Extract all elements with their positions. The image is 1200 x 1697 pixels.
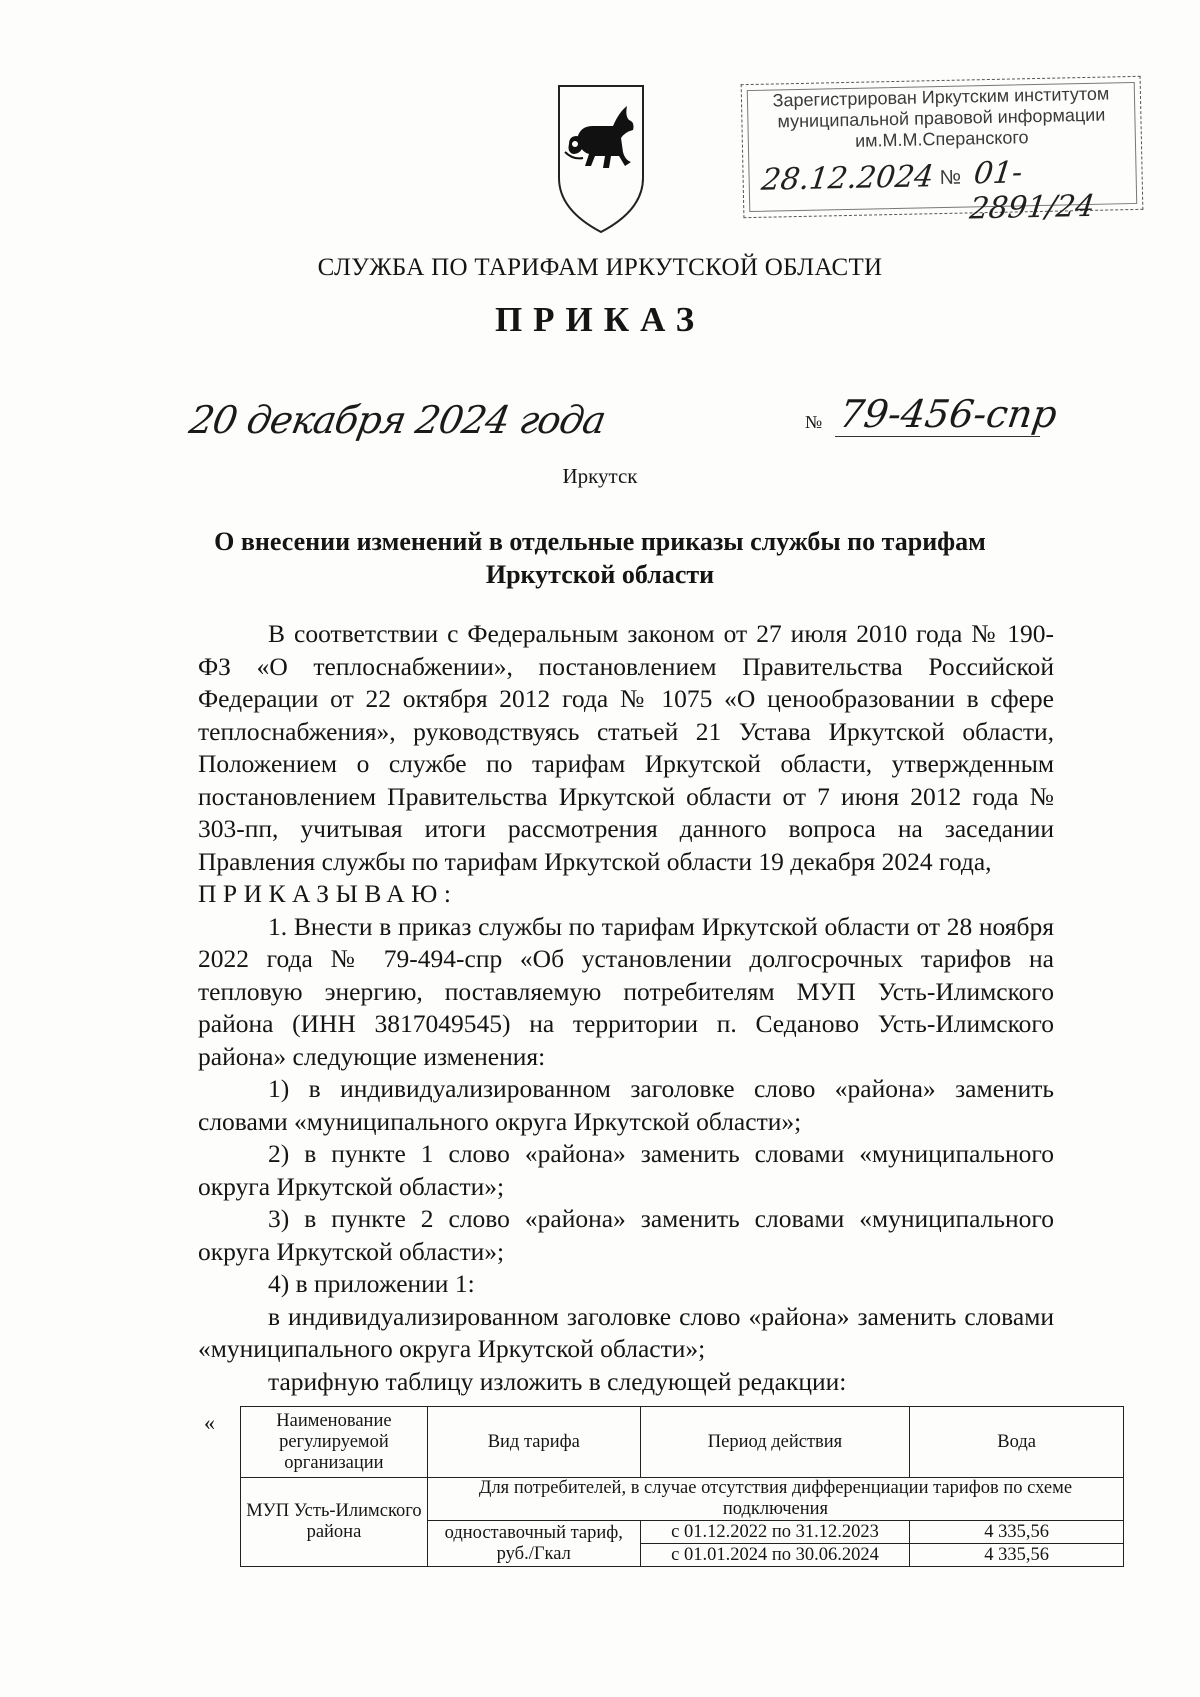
stamp-handwritten-number: 01-2891/24: [967, 155, 1097, 227]
tariff-table: [240, 1406, 1124, 1567]
subitem-4a-paragraph: в индивидуализированном заголовке слово «района» заменить словами «муниципального округа Иркутской области»;: [198, 1301, 1054, 1363]
stamp-handwritten-date: 28.12.2024: [759, 159, 936, 198]
subitem-4-paragraph: 4) в приложении 1:: [268, 1269, 475, 1298]
tariff-type-cell: одноставочный тариф, руб./Гкал: [427, 1521, 640, 1567]
value-cell: 4 335,56: [910, 1544, 1124, 1567]
document-body: [198, 618, 1054, 1398]
table-header-row: [241, 1407, 1124, 1478]
stamp-text-line-1: Зарегистрирован Иркутским институтом: [772, 83, 1110, 111]
document-title-line-2: Иркутской области: [485, 560, 715, 589]
document-title: [200, 525, 1000, 591]
handwritten-date: 20 декабря 2024 года: [186, 398, 609, 442]
table-row: [241, 1478, 1124, 1521]
stamp-text-line-2: муниципальной правовой информации: [777, 104, 1106, 132]
order-number-underline: [835, 436, 1040, 437]
agency-name: СЛУЖБА ПО ТАРИФАМ ИРКУТСКОЙ ОБЛАСТИ: [317, 254, 883, 281]
irkutsk-coat-of-arms-icon: [555, 82, 647, 234]
table-opening-quote: «: [204, 1410, 215, 1435]
stamp-text-line-3: им.М.М.Сперанского: [854, 127, 1029, 151]
table-header-cell: Вид тарифа: [427, 1407, 640, 1478]
order-number-mark: №: [805, 412, 823, 432]
item-1-paragraph: 1. Внести в приказ службы по тарифам Иркутской области от 28 ноября 2022 года № 79-494-спр «Об установлении долгосрочных тарифов на тепловую энергию, поставляемую потребителям МУП Усть-Илимского района (ИНН 3817049545) на территории п. Седаново Усть-Илимского района» следующие изменения:: [198, 911, 1054, 1071]
period-cell: с 01.12.2022 по 31.12.2023: [640, 1521, 910, 1544]
subitem-4b-paragraph: тарифную таблицу изложить в следующей редакции:: [268, 1366, 847, 1396]
subitem-2-paragraph: 2) в пункте 1 слово «района» заменить словами «муниципального округа Иркутской области»;: [198, 1139, 1054, 1201]
table-header-cell: Наименование регулируемой организации: [241, 1407, 428, 1478]
table-header-cell: Вода: [910, 1407, 1124, 1478]
period-cell: с 01.01.2024 по 30.06.2024: [640, 1544, 910, 1567]
table-header-cell: Период действия: [640, 1407, 910, 1478]
registration-stamp: [741, 76, 1144, 227]
subitem-3-paragraph: 3) в пункте 2 слово «района» заменить словами «муниципального округа Иркутской области»;: [198, 1204, 1054, 1266]
document-title-line-1: О внесении изменений в отдельные приказы службы по тарифам: [214, 527, 986, 556]
consumer-group-cell: Для потребителей, в случае отсутствия дифференциации тарифов по схеме подключения: [427, 1478, 1123, 1521]
order-word: ПРИКАЗЫВАЮ:: [198, 879, 458, 908]
subitem-1-paragraph: 1) в индивидуализированном заголовке слово «района» заменить словами «муниципального округа Иркутской области»;: [198, 1074, 1054, 1136]
handwritten-order-number: 79-456-спр: [836, 392, 1060, 436]
preamble-paragraph: В соответствии с Федеральным законом от 27 июля 2010 года № 190-ФЗ «О теплоснабжении», постановлением Правительства Российской Федерации от 22 октября 2012 года № 1075 «О ценообразовании в сфере теплоснабжения», руководствуясь статьей 21 Устава Иркутской области, Положением о службе по тарифам Иркутской области, утвержденным постановлением Правительства Иркутской области от 7 июня 2012 года № 303-пп, учитывая итоги рассмотрения данного вопроса на заседании Правления службы по тарифам Иркутской области 19 декабря 2024 года,: [198, 619, 1054, 876]
document-type: ПРИКАЗ: [494, 300, 706, 339]
city-name: Иркутск: [562, 464, 638, 488]
stamp-number-mark: №: [939, 166, 962, 190]
organization-cell: МУП Усть-Илимского района: [241, 1478, 428, 1567]
value-cell: 4 335,56: [910, 1521, 1124, 1544]
